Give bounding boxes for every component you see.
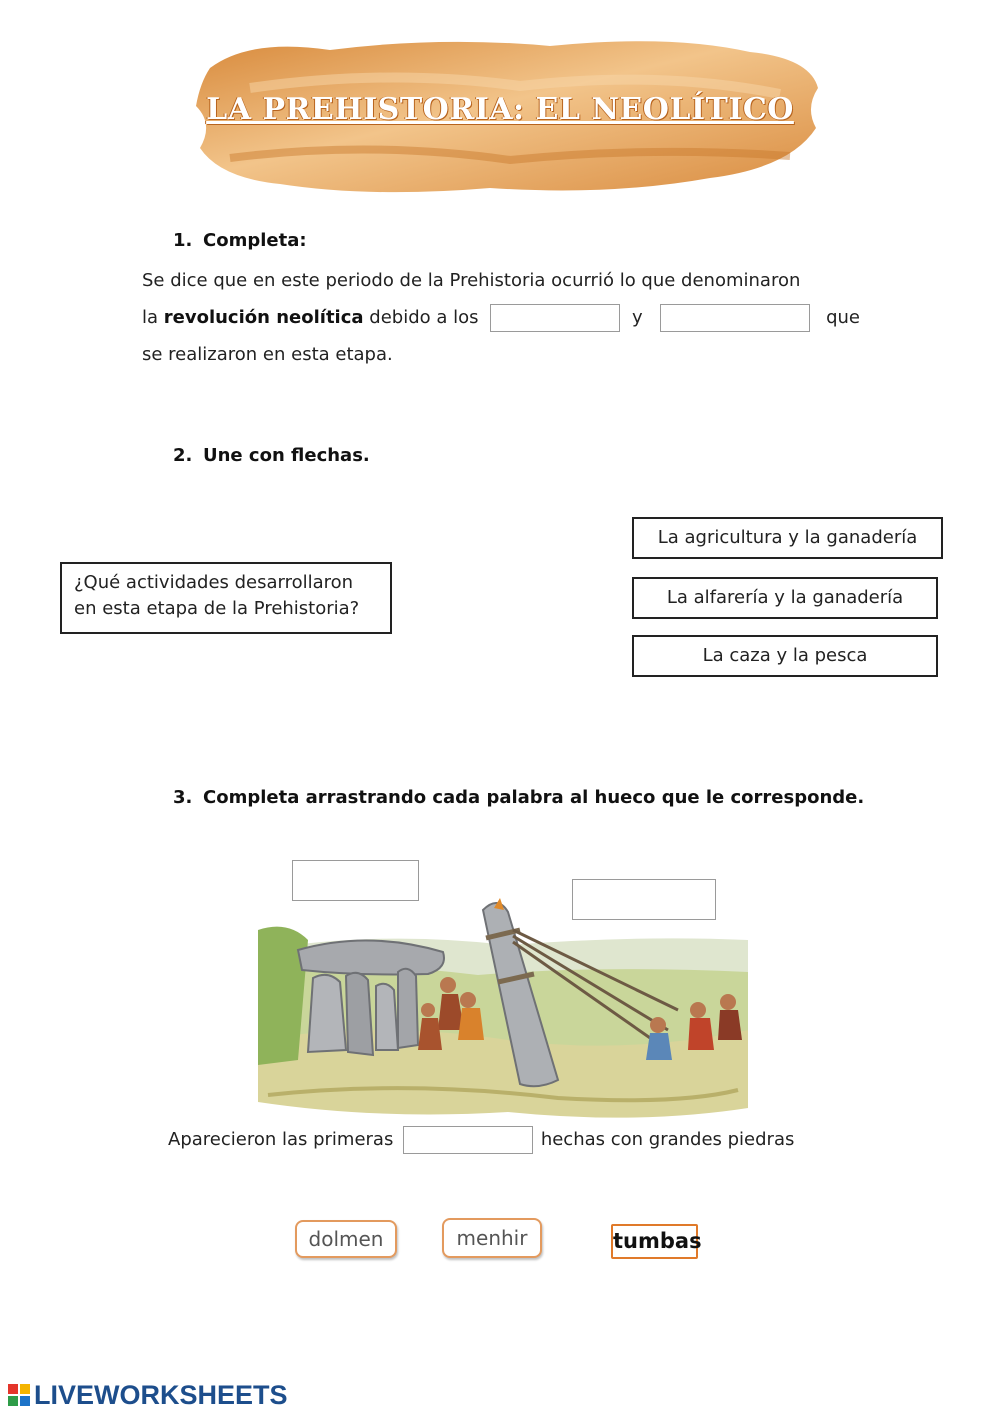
option-agricultura-ganaderia[interactable]: La agricultura y la ganadería bbox=[632, 517, 943, 559]
blank-input-1[interactable] bbox=[490, 304, 620, 332]
revolucion-neolitica-bold: revolución neolítica bbox=[163, 307, 364, 328]
section2-number: 2. bbox=[173, 445, 193, 466]
section1-number: 1. bbox=[173, 230, 193, 251]
blank-input-2[interactable] bbox=[660, 304, 810, 332]
word-chip-tumbas[interactable]: tumbas bbox=[611, 1224, 698, 1259]
word-chip-dolmen[interactable]: dolmen bbox=[295, 1220, 397, 1258]
option-caza-pesca[interactable]: La caza y la pesca bbox=[632, 635, 938, 677]
word-chip-menhir[interactable]: menhir bbox=[442, 1218, 542, 1258]
liveworksheets-logo-icon bbox=[8, 1384, 30, 1406]
neolithic-scene-illustration bbox=[258, 890, 748, 1120]
section3-heading bbox=[173, 787, 864, 808]
line2-suffix: que bbox=[826, 307, 861, 328]
option-alfareria-ganaderia[interactable]: La alfarería y la ganadería bbox=[632, 577, 938, 619]
section1-line1: Se dice que en este periodo de la Prehistoria ocurrió lo que denominaron bbox=[142, 270, 801, 291]
question-box[interactable]: ¿Qué actividades desarrollaron en esta etapa de la Prehistoria? bbox=[60, 562, 392, 634]
section3-number: 3. bbox=[173, 787, 193, 808]
section2-heading-text: Une con flechas. bbox=[203, 445, 370, 466]
section1-heading bbox=[173, 230, 307, 251]
line2-prefix: la bbox=[142, 307, 164, 328]
section1-heading-text: Completa: bbox=[203, 230, 307, 251]
sentence-after: hechas con grandes piedras bbox=[540, 1129, 795, 1150]
section1-line2 bbox=[142, 299, 882, 336]
drop-target-sentence[interactable] bbox=[403, 1126, 533, 1154]
section2-heading bbox=[173, 445, 370, 466]
line2-middle: debido a los bbox=[363, 307, 479, 328]
liveworksheets-brand[interactable]: LIVEWORKSHEETS bbox=[34, 1380, 288, 1410]
section1-line3: se realizaron en esta etapa. bbox=[142, 344, 393, 365]
section3-heading-text: Completa arrastrando cada palabra al hueco que le corresponde. bbox=[203, 787, 865, 808]
section3-sentence bbox=[168, 1125, 794, 1155]
section1-paragraph bbox=[142, 262, 882, 373]
conjunction-y: y bbox=[631, 307, 643, 328]
sentence-before: Aparecieron las primeras bbox=[168, 1129, 394, 1150]
page-title: LA PREHISTORIA: EL NEOLÍTICO bbox=[206, 92, 794, 127]
